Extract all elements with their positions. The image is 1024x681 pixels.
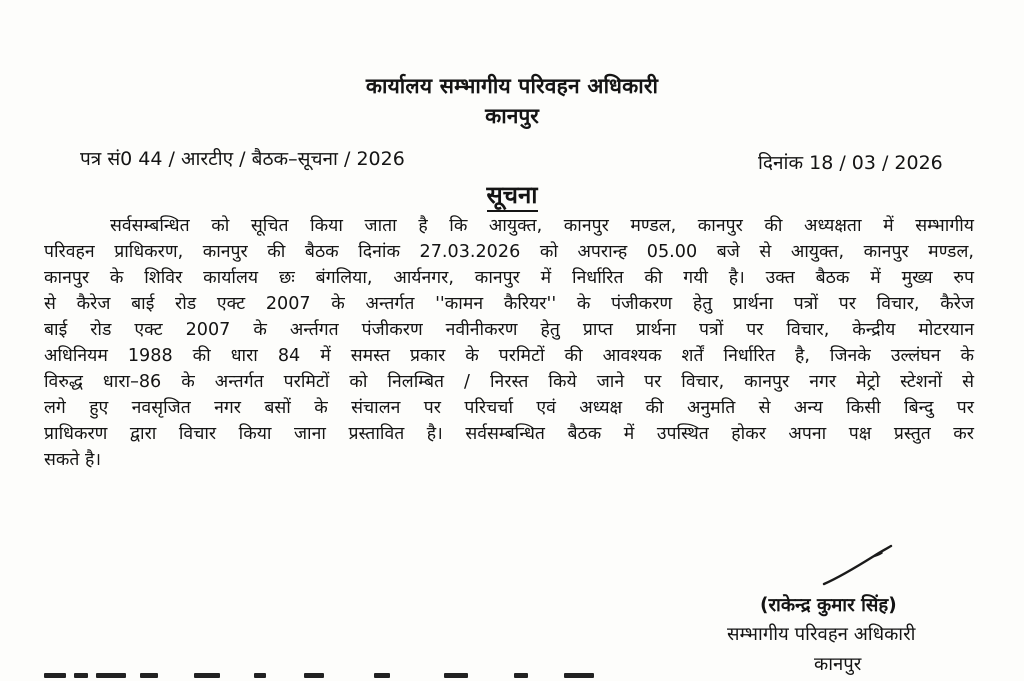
handwritten-signature bbox=[822, 544, 894, 588]
office-city-heading: कानपुर bbox=[485, 104, 539, 128]
notice-body-line: कानपुर के शिविर कार्यालय छः बंगलिया, आर्यनगर, कानपुर में निर्धारित की गयी है। उक्त बैठक में मुख्य रुप bbox=[44, 268, 974, 288]
notice-title bbox=[0, 178, 1024, 211]
signatory-designation: सम्भागीय परिवहन अधिकारी bbox=[727, 624, 916, 645]
notice-body-line: बाई रोड एक्ट 2007 के अर्न्तगत पंजीकरण नवीनीकरण हेतु प्राप्त प्रार्थना पत्रों पर विचार, केन्द्रीय मोटरयान bbox=[44, 320, 974, 340]
letter-date: दिनांक 18 / 03 / 2026 bbox=[758, 152, 943, 174]
cut-off-text-fragment bbox=[44, 673, 614, 681]
notice-body-line: से कैरेज बाई रोड एक्ट 2007 के अन्तर्गत ''कामन कैरियर'' के पंजीकरण हेतु प्रार्थना पत्रों पर विचार, कैरेज bbox=[44, 294, 974, 314]
notice-body-line: विरुद्ध धारा–86 के अन्तर्गत परमिटों को निलम्बित / निरस्त किये जाने पर विचार, कानपुर नगर मेट्रो स्टेशनों से bbox=[44, 372, 974, 392]
notice-body-line: प्राधिकरण द्वारा विचार किया जाना प्रस्तावित है। सर्वसम्बन्धित बैठक में उपस्थित होकर अपना पक्ष प्रस्तुत कर bbox=[44, 424, 974, 444]
signatory-city: कानपुर bbox=[814, 654, 862, 675]
letter-reference-number: पत्र सं0 44 / आरटीए / बैठक–सूचना / 2026 bbox=[80, 148, 405, 170]
notice-body-line: सर्वसम्बन्धित को सूचित किया जाता है कि आयुक्त, कानपुर मण्डल, कानपुर की अध्यक्षता में सम्भागीय bbox=[110, 216, 974, 236]
signatory-name: (राकेन्द्र कुमार सिंह) bbox=[760, 595, 897, 616]
notice-body-line: परिवहन प्राधिकरण, कानपुर की बैठक दिनांक 27.03.2026 को अपरान्ह 05.00 बजे से आयुक्त, कानपुर मण्डल, bbox=[44, 242, 974, 262]
notice-body-line: सकते है। bbox=[44, 450, 102, 470]
office-heading: कार्यालय सम्भागीय परिवहन अधिकारी bbox=[365, 74, 659, 98]
notice-body-line: अधिनियम 1988 की धारा 84 में समस्त प्रकार के परमिटों की आवश्यक शर्तें निर्धारित है, जिनके उल्लंघन के bbox=[44, 346, 974, 366]
notice-title-text: सूचना bbox=[487, 181, 538, 212]
notice-body-line: लगे हुए नवसृजित नगर बसों के संचालन पर परिचर्चा एवं अध्यक्ष की अनुमति से अन्य किसी बिन्दु पर bbox=[44, 398, 974, 418]
